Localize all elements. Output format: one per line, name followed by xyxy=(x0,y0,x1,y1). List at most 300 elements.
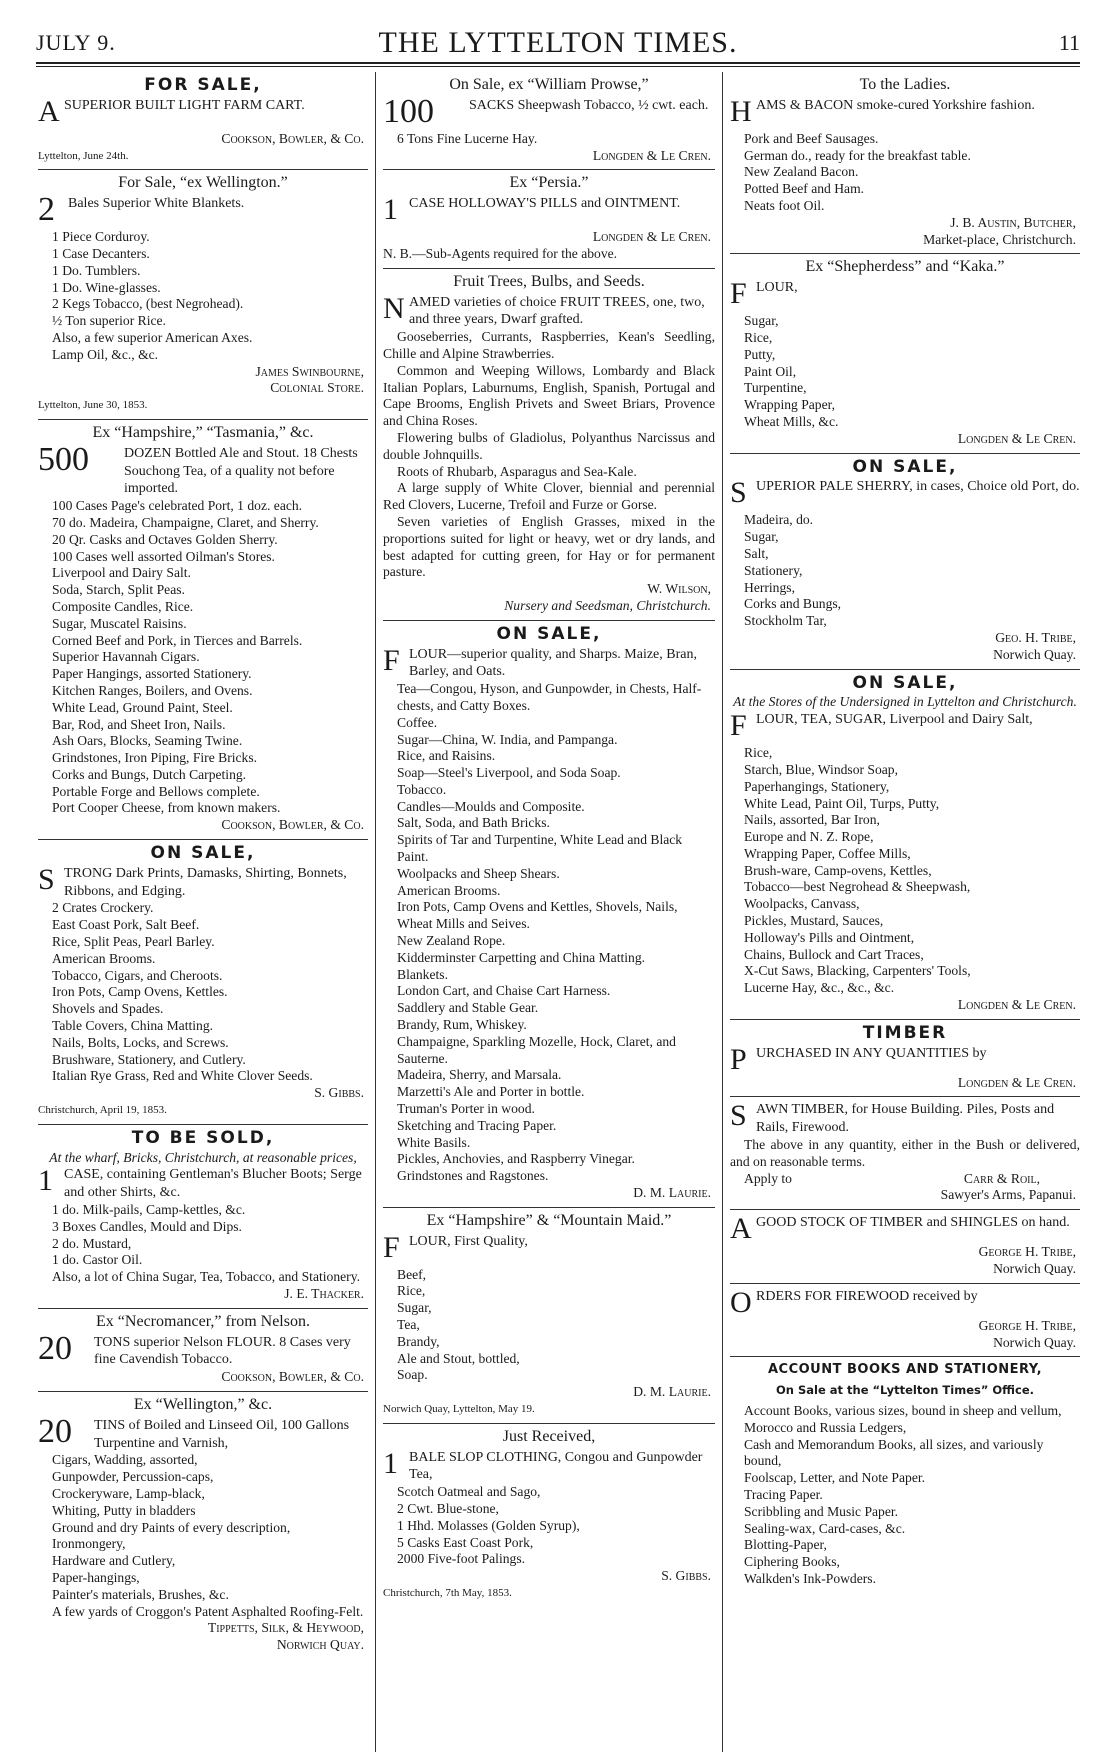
list-item: Turpentine, xyxy=(744,380,807,396)
list-item: A few yards of Croggon's Patent Asphalted Roofing-Felt. xyxy=(52,1603,364,1619)
list-item: Truman's Porter in wood. xyxy=(397,1101,535,1117)
advert-lead xyxy=(383,291,715,330)
advertiser-address: Norwich Quay. xyxy=(993,1334,1076,1350)
list-item: Champaigne, Sparkling Mozelle, Hock, Claret, and Sauterne. xyxy=(397,1033,676,1066)
lead-text: URCHASED IN ANY QUANTITIES by xyxy=(756,1045,987,1061)
list-item: Tobacco, Cigars, and Cheroots. xyxy=(52,967,223,983)
advert-lead xyxy=(38,1329,368,1370)
advert-lead xyxy=(730,1101,1080,1137)
list-item: Madeira, Sherry, and Marsala. xyxy=(397,1067,562,1083)
list-item: 70 do. Madeira, Champaigne, Claret, and Sherry. xyxy=(52,514,319,530)
list-item: Soap. xyxy=(397,1367,428,1383)
advert-heading: Ex “Wellington,” &c. xyxy=(133,1395,273,1413)
list-item: Woolpacks and Sheep Shears. xyxy=(397,865,560,881)
drop-cap: 2 xyxy=(38,191,55,229)
advert-lead xyxy=(730,478,1080,512)
advertiser: Longden & Le Cren. xyxy=(592,147,711,163)
list-item: 1 Do. Tumblers. xyxy=(52,262,141,278)
list-item: Potted Beef and Ham. xyxy=(744,181,865,197)
advertiser: D. M. Laurie. xyxy=(633,1185,711,1201)
list-item: ½ Ton superior Rice. xyxy=(52,313,166,329)
list-item: Crockeryware, Lamp-black, xyxy=(52,1485,205,1501)
column-1 xyxy=(38,72,368,1752)
advertiser: Geo. H. Tribe, xyxy=(995,629,1076,645)
advertiser: Tippetts, Silk, & Heywood, xyxy=(207,1620,364,1636)
lead-text: Bales Superior White Blankets. xyxy=(68,196,245,212)
item-list xyxy=(383,681,715,1185)
lead-text: RDERS FOR FIREWOOD received by xyxy=(756,1288,978,1304)
list-item: 2 do. Mustard, xyxy=(52,1235,132,1251)
list-item: 2 Crates Crockery. xyxy=(52,900,154,916)
list-item: Rice, xyxy=(744,745,773,761)
item-list xyxy=(38,229,368,363)
item-list xyxy=(730,131,1080,215)
lead-text: SUPERIOR BUILT LIGHT FARM CART. xyxy=(64,97,305,113)
advert-heading: Just Received, xyxy=(502,1427,596,1445)
drop-cap: 20 xyxy=(38,1412,72,1450)
column-2 xyxy=(383,72,715,1752)
list-item: Liverpool and Dairy Salt. xyxy=(52,565,191,581)
list-item: Paperhangings, Stationery, xyxy=(744,778,890,794)
drop-cap: H xyxy=(730,94,752,128)
advertiser: George H. Tribe, xyxy=(978,1317,1076,1333)
list-item: Coffee. xyxy=(397,714,438,730)
list-item: Painter's materials, Brushes, &c. xyxy=(52,1586,229,1602)
item-list xyxy=(383,1484,715,1568)
list-item: Ash Oars, Blocks, Seaming Twine. xyxy=(52,733,243,749)
masthead-rule-thin xyxy=(36,66,1080,67)
list-item: Sugar, Muscatel Raisins. xyxy=(52,615,187,631)
list-item: Neats foot Oil. xyxy=(744,197,825,213)
advert-timber xyxy=(730,1020,1080,1098)
lead-text: SACKS Sheepwash Tobacco, ½ cwt. each. xyxy=(469,97,709,113)
advert-lead xyxy=(38,1166,368,1202)
drop-cap: 1 xyxy=(38,1164,53,1198)
list-item: London Cart, and Chaise Cart Harness. xyxy=(397,983,611,999)
paragraph: Seven varieties of English Grasses, mixed in the proportions suited for light or heavy, wet or dry lands, and best adapted for cutting green, for Hay or for permanent pasture. xyxy=(383,513,715,580)
advert-hampshire-mountain-maid xyxy=(383,1208,715,1424)
list-item: Cash and Memorandum Books, all sizes, and variously bound, xyxy=(744,1436,1044,1469)
list-item: 2 Cwt. Blue-stone, xyxy=(397,1500,499,1516)
advert-heading: Ex “Hampshire” & “Mountain Maid.” xyxy=(426,1211,672,1229)
advertiser: D. M. Laurie. xyxy=(633,1384,711,1400)
advert-account-books xyxy=(730,1357,1080,1592)
lead-text: LOUR, xyxy=(756,280,798,296)
list-item: 2 Kegs Tobacco, (best Negrohead). xyxy=(52,296,244,312)
list-item: Tobacco. xyxy=(397,781,447,797)
list-item: Scotch Oatmeal and Sago, xyxy=(397,1484,541,1500)
list-item: Sugar, xyxy=(397,1300,432,1316)
drop-cap: 20 xyxy=(38,1329,72,1367)
lead-text: LOUR, TEA, SUGAR, Liverpool and Dairy Salt, xyxy=(756,712,1033,728)
drop-cap: S xyxy=(730,476,747,510)
advert-subheading: At the wharf, Bricks, Christchurch, at reasonable prices, xyxy=(49,1149,357,1165)
list-item: Sugar, xyxy=(744,529,779,545)
list-item: German do., ready for the breakfast table. xyxy=(744,147,971,163)
place-date: Christchurch, April 19, 1853. xyxy=(38,1104,167,1117)
list-item: 3 Boxes Candles, Mould and Dips. xyxy=(52,1218,242,1234)
list-item: Cigars, Wadding, assorted, xyxy=(52,1452,198,1468)
masthead xyxy=(36,26,1080,60)
list-item: 1 do. Castor Oil. xyxy=(52,1252,143,1268)
list-item: Tea—Congou, Hyson, and Gunpowder, in Chests, Half-chests, and Catty Boxes. xyxy=(397,681,702,713)
list-item: Madeira, do. xyxy=(744,512,814,528)
item-list xyxy=(38,1452,368,1620)
list-item: Bar, Rod, and Sheet Iron, Nails. xyxy=(52,716,226,732)
advert-lead xyxy=(730,1285,1080,1319)
list-item: Sugar, xyxy=(744,313,779,329)
drop-cap: N xyxy=(383,291,405,325)
advert-lead xyxy=(730,1214,1080,1244)
list-item: Soap—Steel's Liverpool, and Soda Soap. xyxy=(397,765,621,781)
list-item: Rice, Split Peas, Pearl Barley. xyxy=(52,934,215,950)
advertiser: Carr & Roil, xyxy=(963,1170,1040,1186)
advert-lead xyxy=(38,94,368,131)
item-list xyxy=(38,1202,368,1286)
list-item: Ale and Stout, bottled, xyxy=(397,1350,520,1366)
list-item: Stockholm Tar, xyxy=(744,613,827,629)
advert-just-received xyxy=(383,1424,715,1607)
list-item: Sugar—China, W. India, and Pampanga. xyxy=(397,731,618,747)
advert-heading: Ex “Necromancer,” from Nelson. xyxy=(96,1312,310,1330)
list-item: New Zealand Bacon. xyxy=(744,164,859,180)
list-item: Brandy, Rum, Whiskey. xyxy=(397,1017,527,1033)
column-3 xyxy=(730,72,1080,1752)
apply-line xyxy=(730,1171,1080,1188)
advertiser: Longden & Le Cren. xyxy=(957,430,1076,446)
page-number: 11 xyxy=(1058,30,1080,55)
advertiser: George H. Tribe, xyxy=(978,1244,1076,1260)
advert-hampshire-tasmania xyxy=(38,420,368,840)
lead-text: CASE HOLLOWAY'S PILLS and OINTMENT. xyxy=(409,196,681,212)
advert-william-prowse xyxy=(383,72,715,170)
list-item: Brandy, xyxy=(397,1333,440,1349)
list-item: Scribbling and Music Paper. xyxy=(744,1503,899,1519)
list-item: 1 Hhd. Molasses (Golden Syrup), xyxy=(397,1517,580,1533)
list-item: Port Cooper Cheese, from known makers. xyxy=(52,800,281,816)
drop-cap: F xyxy=(383,643,400,677)
advert-heading: ON SALE, xyxy=(496,623,602,644)
list-item: Ground and dry Paints of every description, xyxy=(52,1519,291,1535)
list-item: Rice, xyxy=(397,1283,426,1299)
apply-label: Apply to xyxy=(744,1170,792,1186)
list-item: Beef, xyxy=(397,1266,427,1282)
advert-lead xyxy=(730,279,1080,313)
advertiser: J. B. Austin, Butcher, xyxy=(950,214,1076,230)
advert-on-sale-gibbs xyxy=(38,840,368,1125)
advert-ex-wellington-oil xyxy=(38,1392,368,1659)
list-item: Foolscap, Letter, and Note Paper. xyxy=(744,1470,926,1486)
advert-farm-cart xyxy=(38,72,368,170)
list-item: 6 Tons Fine Lucerne Hay. xyxy=(397,130,538,146)
masthead-rule xyxy=(36,62,1080,64)
drop-cap: 1 xyxy=(383,193,398,227)
advert-lead xyxy=(38,440,368,498)
advert-heading: FOR SALE, xyxy=(144,75,262,95)
advertiser: Cookson, Bowler, & Co. xyxy=(221,1369,364,1385)
advert-on-sale-sherry xyxy=(730,454,1080,670)
advert-on-sale-laurie xyxy=(383,621,715,1208)
item-list xyxy=(383,1267,715,1385)
list-item: Italian Rye Grass, Red and White Clover Seeds. xyxy=(52,1068,313,1084)
list-item: Marzetti's Ale and Porter in bottle. xyxy=(397,1084,585,1100)
drop-cap: P xyxy=(730,1042,747,1076)
place-date: Norwich Quay, Lyttelton, May 19. xyxy=(383,1402,535,1415)
list-item: Starch, Blue, Windsor Soap, xyxy=(744,761,899,777)
advert-on-sale-stores xyxy=(730,670,1080,1020)
paragraph: The above in any quantity, either in the Bush or delivered, and on reasonable terms. xyxy=(730,1137,1080,1169)
advert-heading: Ex “Persia.” xyxy=(509,174,589,192)
newspaper-title: THE LYTTELTON TIMES. xyxy=(378,26,738,59)
advertiser: S. Gibbs. xyxy=(661,1568,711,1584)
list-item: White Lead, Paint Oil, Turps, Putty, xyxy=(744,795,940,811)
list-item: Rice, and Raisins. xyxy=(397,748,496,764)
list-item: Walkden's Ink-Powders. xyxy=(744,1570,876,1586)
advert-heading: Fruit Trees, Bulbs, and Seeds. xyxy=(453,272,645,290)
list-item: Superior Havannah Cigars. xyxy=(52,649,200,665)
advert-fruit-trees xyxy=(383,269,715,621)
list-item: Grindstones, Iron Piping, Fire Bricks. xyxy=(52,750,258,766)
list-item: White Lead, Ground Paint, Steel. xyxy=(52,699,233,715)
list-item: X-Cut Saws, Blacking, Carpenters' Tools, xyxy=(744,963,971,979)
drop-cap: 100 xyxy=(383,92,434,130)
list-item: Wrapping Paper, Coffee Mills, xyxy=(744,845,911,861)
list-item: 1 Do. Wine-glasses. xyxy=(52,279,161,295)
list-item: Lucerne Hay, &c., &c., &c. xyxy=(744,980,895,996)
advert-lead xyxy=(730,94,1080,131)
item-list xyxy=(383,131,715,148)
lead-text: AMS & BACON smoke-cured Yorkshire fashion. xyxy=(756,97,1035,113)
column-divider xyxy=(722,72,723,1752)
advert-heading: To the Ladies. xyxy=(859,76,951,93)
advertiser-address: Colonial Store. xyxy=(270,380,364,396)
advertiser-address: Sawyer's Arms, Papanui. xyxy=(940,1187,1076,1203)
item-list xyxy=(38,900,368,1085)
paragraph: A large supply of White Clover, biennial and perennial Red Clovers, Lucerne, Trefoil and Furze or Gorse. xyxy=(383,480,715,513)
paragraph: Common and Weeping Willows, Lombardy and Black Italian Poplars, Laburnums, English, Spanish, Portugal and Cape Brooms, English Privets and Sweet Briars, Provence and China Roses. xyxy=(383,362,715,429)
list-item: Lamp Oil, &c., &c. xyxy=(52,346,159,362)
advert-lead xyxy=(383,643,715,682)
advert-ex-persia xyxy=(383,170,715,268)
lead-text: TONS superior Nelson FLOUR. 8 Cases very fine Cavendish Tobacco. xyxy=(94,1334,351,1368)
advert-lead xyxy=(38,1412,368,1453)
list-item: Woolpacks, Canvass, xyxy=(744,896,860,912)
list-item: Also, a few superior American Axes. xyxy=(52,329,253,345)
list-item: Corned Beef and Pork, in Tierces and Barrels. xyxy=(52,632,303,648)
item-list xyxy=(730,745,1080,997)
list-item: Account Books, various sizes, bound in sheep and vellum, xyxy=(744,1403,1062,1419)
list-item: Wrapping Paper, xyxy=(744,397,836,413)
column-divider xyxy=(375,72,376,1752)
drop-cap: O xyxy=(730,1285,752,1319)
advert-to-be-sold xyxy=(38,1125,368,1309)
list-item: Blotting-Paper, xyxy=(744,1537,827,1553)
list-item: Whiting, Putty in bladders xyxy=(52,1502,196,1518)
list-item: 100 Cases Page's celebrated Port, 1 doz. each. xyxy=(52,498,303,514)
advert-lead xyxy=(383,1446,715,1485)
advert-heading: ON SALE, xyxy=(852,456,958,477)
paragraph: Gooseberries, Currants, Raspberries, Kean's Seedling, Chille and Alpine Strawberries. xyxy=(383,329,715,361)
drop-cap: F xyxy=(383,1230,400,1264)
advert-lead xyxy=(38,191,368,229)
lead-text: BALE SLOP CLOTHING, Congou and Gunpowder Tea, xyxy=(409,1449,703,1483)
list-item: Shovels and Spades. xyxy=(52,1001,164,1017)
list-item: Herrings, xyxy=(744,579,795,595)
advertiser: J. E. Thacker. xyxy=(284,1286,364,1301)
list-item: Nails, Bolts, Locks, and Screws. xyxy=(52,1034,229,1050)
drop-cap: F xyxy=(730,277,747,311)
drop-cap: 500 xyxy=(38,440,89,478)
lead-text: LOUR, First Quality, xyxy=(409,1233,528,1249)
advert-to-the-ladies xyxy=(730,72,1080,254)
drop-cap: F xyxy=(730,709,747,743)
advert-stock-of-timber xyxy=(730,1210,1080,1284)
advert-heading: On Sale, ex “William Prowse,” xyxy=(449,76,649,93)
list-item: Salt, Soda, and Bath Bricks. xyxy=(397,815,550,831)
advert-note: N. B.—Sub-Agents required for the above. xyxy=(383,245,618,261)
list-item: Saddlery and Stable Gear. xyxy=(397,1000,539,1016)
lead-text: UPERIOR PALE SHERRY, in cases, Choice old Port, do. xyxy=(756,479,1080,495)
list-item: Table Covers, China Matting. xyxy=(52,1018,214,1034)
list-item: Soda, Starch, Split Peas. xyxy=(52,582,185,598)
advertiser: W. Wilson, xyxy=(647,581,711,597)
list-item: Wheat Mills, &c. xyxy=(744,413,839,429)
list-item: Blankets. xyxy=(397,966,448,982)
list-item: Corks and Bungs, Dutch Carpeting. xyxy=(52,766,247,782)
place-date: Christchurch, 7th May, 1853. xyxy=(383,1586,512,1599)
advertiser-address: Market-place, Christchurch. xyxy=(923,231,1076,247)
advert-lead xyxy=(383,195,715,229)
advert-subheading: On Sale at the “Lyttelton Times” Office. xyxy=(776,1383,1034,1398)
advert-lead xyxy=(383,92,715,131)
drop-cap: S xyxy=(730,1099,747,1133)
list-item: Europe and N. Z. Rope, xyxy=(744,829,874,845)
advert-shepherdess-kaka xyxy=(730,254,1080,453)
advert-heading: ON SALE, xyxy=(852,672,958,693)
list-item: Tracing Paper. xyxy=(744,1487,823,1502)
list-item: Paint Oil, xyxy=(744,363,797,379)
list-item: Nails, assorted, Bar Iron, xyxy=(744,812,880,828)
advert-lead xyxy=(730,711,1080,745)
drop-cap: A xyxy=(730,1212,752,1246)
advertiser: Cookson, Bowler, & Co. xyxy=(221,817,364,833)
list-item: Stationery, xyxy=(744,562,803,578)
advert-lead xyxy=(383,1230,715,1267)
list-item: Candles—Moulds and Composite. xyxy=(397,798,585,814)
advertiser-address: Nursery and Seedsman, Christchurch. xyxy=(504,597,711,613)
advert-subheading: At the Stores of the Undersigned in Lyttelton and Christchurch. xyxy=(733,694,1077,710)
list-item: Grindstones and Ragstones. xyxy=(397,1168,549,1184)
advertiser: Longden & Le Cren. xyxy=(592,229,711,245)
list-item: 20 Qr. Casks and Octaves Golden Sherry. xyxy=(52,531,278,547)
list-item: Also, a lot of China Sugar, Tea, Tobacco, and Stationery. xyxy=(52,1269,361,1285)
advertiser-address: Norwich Quay. xyxy=(276,1637,364,1653)
issue-date: JULY 9. xyxy=(36,30,116,55)
list-item: Tobacco—best Negrohead & Sheepwash, xyxy=(744,879,971,895)
drop-cap: A xyxy=(38,94,60,128)
drop-cap: S xyxy=(38,862,55,896)
advert-heading: Ex “Shepherdess” and “Kaka.” xyxy=(805,258,1005,276)
list-item: 5 Casks East Coast Pork, xyxy=(397,1534,534,1550)
lead-text: LOUR—superior quality, and Sharps. Maize, Bran, Barley, and Oats. xyxy=(409,646,697,680)
advertiser: James Swinbourne, xyxy=(255,363,364,379)
item-list xyxy=(730,313,1080,431)
list-item: White Basils. xyxy=(397,1134,471,1150)
advert-sawn-timber xyxy=(730,1097,1080,1210)
advertiser: Longden & Le Cren. xyxy=(957,1074,1076,1090)
list-item: Morocco and Russia Ledgers, xyxy=(744,1419,907,1435)
list-item: Spirits of Tar and Turpentine, White Lead and Black Paint. xyxy=(397,832,683,865)
item-list xyxy=(730,1403,1080,1588)
list-item: Putty, xyxy=(744,346,776,362)
list-item: Ciphering Books, xyxy=(744,1554,840,1570)
list-item: Chains, Bullock and Cart Traces, xyxy=(744,946,924,962)
advert-heading: ON SALE, xyxy=(150,843,256,864)
advert-heading: For Sale, “ex Wellington.” xyxy=(118,174,288,192)
list-item: Ironmongery, xyxy=(52,1536,126,1552)
item-list xyxy=(38,498,368,817)
list-item: 1 Case Decanters. xyxy=(52,245,150,261)
advertiser-address: Norwich Quay. xyxy=(993,1261,1076,1277)
lead-text: TINS of Boiled and Linseed Oil, 100 Gallons Turpentine and Varnish, xyxy=(94,1417,350,1451)
list-item: Brushware, Stationery, and Cutlery. xyxy=(52,1051,246,1067)
list-item: Paper-hangings, xyxy=(52,1569,140,1585)
item-list xyxy=(730,512,1080,630)
list-item: American Brooms. xyxy=(52,950,156,966)
list-item: Sealing-wax, Card-cases, &c. xyxy=(744,1520,906,1536)
lead-text: AMED varieties of choice FRUIT TREES, one, two, and three years, Dwarf grafted. xyxy=(409,294,705,328)
list-item: Composite Candles, Rice. xyxy=(52,598,194,614)
advertiser: S. Gibbs. xyxy=(314,1085,364,1101)
list-item: Pork and Beef Sausages. xyxy=(744,130,879,146)
lead-text: CASE, containing Gentleman's Blucher Boots; Serge and other Shirts, &c. xyxy=(64,1167,362,1201)
lead-text: GOOD STOCK OF TIMBER and SHINGLES on hand. xyxy=(756,1215,1070,1231)
advert-lead xyxy=(730,1042,1080,1076)
list-item: 1 Piece Corduroy. xyxy=(52,229,150,245)
lead-text: AWN TIMBER, for House Building. Piles, Posts and Rails, Firewood. xyxy=(756,1102,1055,1136)
list-item: New Zealand Rope. xyxy=(397,933,506,949)
list-item: Brush-ware, Camp-ovens, Kettles, xyxy=(744,862,932,878)
list-item: Kitchen Ranges, Boilers, and Ovens. xyxy=(52,682,253,698)
list-item: Rice, xyxy=(744,329,773,345)
list-item: Portable Forge and Bellows complete. xyxy=(52,783,260,799)
list-item: Tea, xyxy=(397,1317,420,1332)
list-item: Iron Pots, Camp Ovens, Kettles. xyxy=(52,984,228,1000)
list-item: 2000 Five-foot Palings. xyxy=(397,1551,526,1567)
paragraph: Flowering bulbs of Gladiolus, Polyanthus Narcissus and double Johnquills. xyxy=(383,429,715,462)
lead-text: DOZEN Bottled Ale and Stout. 18 Chests Souchong Tea, of a quality not before imported. xyxy=(124,445,358,497)
advertiser: Longden & Le Cren. xyxy=(957,997,1076,1013)
advert-firewood-orders xyxy=(730,1284,1080,1358)
list-item: Hardware and Cutlery, xyxy=(52,1553,176,1569)
drop-cap: 1 xyxy=(383,1446,398,1480)
advert-lead xyxy=(38,862,368,901)
advert-ex-wellington xyxy=(38,170,368,420)
list-item: Pickles, Anchovies, and Raspberry Vinegar. xyxy=(397,1151,635,1167)
list-item: Corks and Bungs, xyxy=(744,596,842,612)
list-item: Kidderminster Carpetting and China Matting. xyxy=(397,949,646,965)
list-item: American Brooms. xyxy=(397,882,501,898)
advert-necromancer xyxy=(38,1309,368,1392)
list-item: 100 Cases well assorted Oilman's Stores. xyxy=(52,548,275,564)
advertiser-address: Norwich Quay. xyxy=(993,646,1076,662)
list-item: Holloway's Pills and Ointment, xyxy=(744,929,915,945)
paragraph: Roots of Rhubarb, Asparagus and Sea-Kale. xyxy=(397,463,637,479)
list-item: East Coast Pork, Salt Beef. xyxy=(52,917,200,933)
lead-text: TRONG Dark Prints, Damasks, Shirting, Bonnets, Ribbons, and Edging. xyxy=(64,865,347,899)
advert-heading: Ex “Hampshire,” “Tasmania,” &c. xyxy=(92,423,314,441)
list-item: Iron Pots, Camp Ovens and Kettles, Shovels, Nails, Wheat Mills and Seives. xyxy=(397,899,678,932)
